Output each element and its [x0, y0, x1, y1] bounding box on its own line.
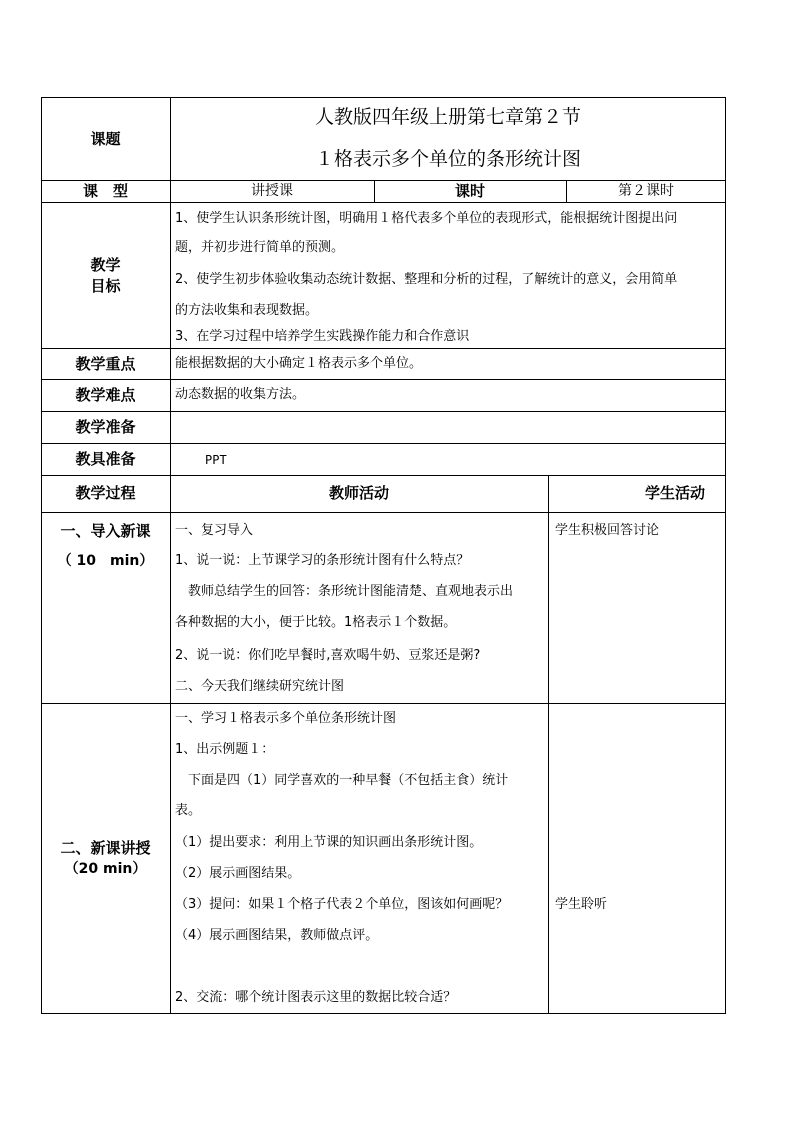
lesson-title-line1: 人教版四年级上册第七章第２节: [314, 106, 581, 128]
col-divider: [170, 97, 171, 1014]
section2-line: 下面是四（1）同学喜欢的一种早餐（不包括主食）统计: [175, 773, 509, 788]
section2-time: （20 min）: [64, 861, 147, 877]
section2-line: 表。: [175, 803, 202, 818]
section2-line: 一、学习１格表示多个单位条形统计图: [175, 711, 397, 726]
row-divider: [41, 475, 726, 476]
section2-line: （1）提出要求：利用上节课的知识画出条形统计图。: [175, 835, 483, 850]
key-point-value: 能根据数据的大小确定１格表示多个单位。: [175, 356, 423, 371]
row-divider: [41, 703, 726, 704]
row-divider: [41, 202, 726, 203]
section1-line: 一、复习导入: [175, 523, 254, 538]
difficulty-label: 教学难点: [75, 386, 136, 404]
topic-label: 课题: [90, 130, 121, 148]
section2-student: 学生聆听: [555, 897, 608, 912]
teacher-activity-header: 教师活动: [328, 484, 389, 502]
goal-line: 3、在学习过程中培养学生实践操作能力和合作意识: [175, 329, 470, 344]
section1-name: 一、导入新课: [60, 522, 151, 540]
section2-line: 1、出示例题１：: [175, 742, 275, 757]
key-point-label: 教学重点: [75, 355, 136, 373]
tools-value: PPT: [205, 453, 227, 467]
section1-line: 2、说一说：你们吃早餐时,喜欢喝牛奶、豆浆还是粥?: [175, 648, 481, 663]
process-header: 教学过程: [75, 484, 136, 502]
section1-line: 各种数据的大小，便于比较。1格表示１个数据。: [175, 615, 457, 630]
section1-line: 1、说一说：上节课学习的条形统计图有什么特点？: [175, 553, 470, 568]
tools-label: 教具准备: [75, 450, 136, 468]
goals-label-line1: 教学: [90, 256, 121, 274]
row-divider: [41, 411, 726, 412]
lesson-title-line2: １格表示多个单位的条形统计图: [314, 148, 581, 170]
col-divider: [548, 475, 549, 1014]
row-divider: [41, 180, 726, 181]
row-divider: [41, 443, 726, 444]
section1-time: （ 10 min）: [57, 553, 154, 569]
period-label: 课时: [454, 182, 485, 200]
section2-name: 二、新课讲授: [60, 839, 151, 857]
goal-line: 2、使学生初步体验收集动态统计数据、整理和分析的过程，了解统计的意义，会用简单: [175, 272, 678, 287]
section1-line: 二、今天我们继续研究统计图: [175, 679, 345, 694]
section1-line: 教师总结学生的回答：条形统计图能清楚、直观地表示出: [175, 584, 514, 599]
row-divider: [41, 348, 726, 349]
preparation-label: 教学准备: [75, 418, 136, 436]
difficulty-value: 动态数据的收集方法。: [175, 387, 306, 402]
row-divider: [41, 379, 726, 380]
goals-label-line2: 目标: [90, 277, 121, 295]
period-value: 第２课时: [618, 183, 674, 199]
row-divider: [41, 512, 726, 513]
section2-line: （4）展示画图结果，教师做点评。: [175, 928, 379, 943]
type-value: 讲授课: [251, 183, 293, 199]
section2-line: 2、交流：哪个统计图表示这里的数据比较合适？: [175, 990, 457, 1005]
section2-line: （2）展示画图结果。: [175, 866, 301, 881]
section1-student: 学生积极回答讨论: [555, 523, 660, 538]
goal-line: 1、使学生认识条形统计图，明确用１格代表多个单位的表现形式，能根据统计图提出问: [175, 211, 678, 226]
type-label: 课 型: [82, 182, 128, 200]
student-activity-header: 学生活动: [645, 484, 706, 502]
goal-line: 题，并初步进行简单的预测。: [175, 240, 345, 255]
section2-line: （3）提问：如果１个格子代表２个单位，图该如何画呢？: [175, 897, 509, 912]
goal-line: 的方法收集和表现数据。: [175, 303, 319, 318]
